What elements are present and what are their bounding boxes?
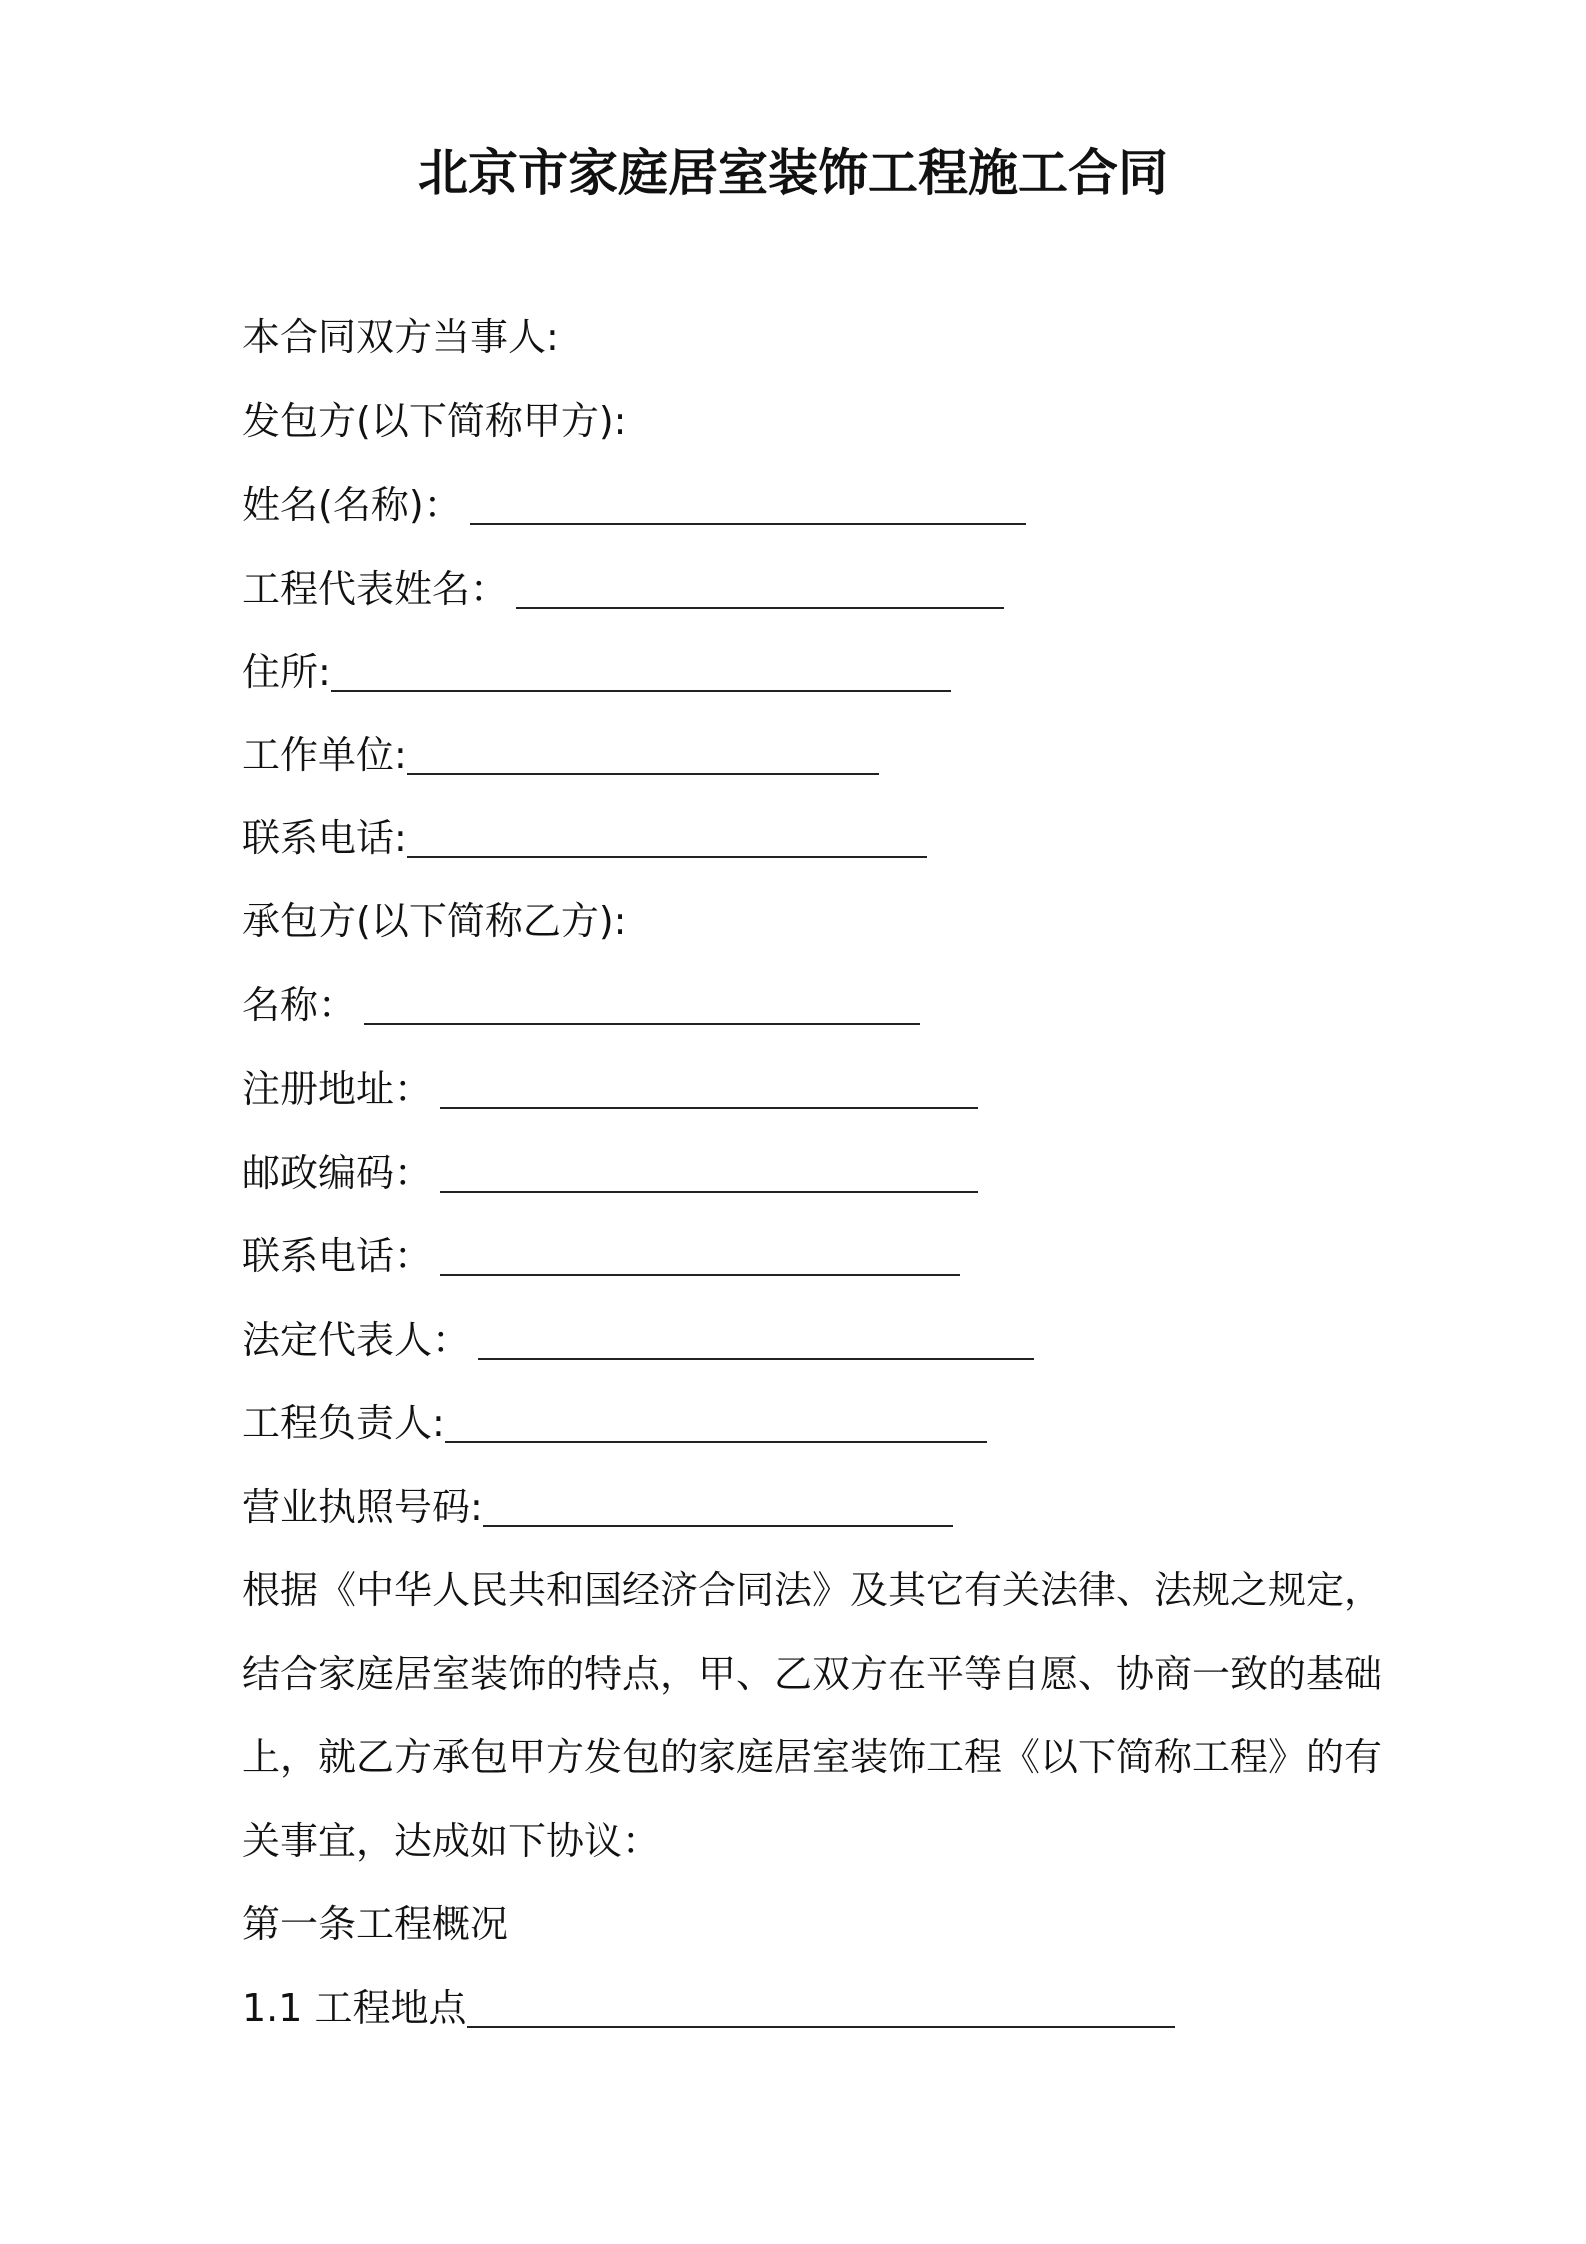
party-b-address-label: 注册地址： [242, 1067, 433, 1111]
party-a-name-label: 姓名(名称)： [242, 483, 462, 527]
party-b-postcode-row [242, 1149, 978, 1197]
party-a-rep-row [242, 565, 1004, 613]
party-b-phone-field[interactable] [440, 1274, 960, 1276]
preamble-line-2: 结合家庭居室装饰的特点，甲、乙双方在平等自愿、协商一致的基础 [242, 1652, 1383, 1696]
party-a-workplace-row [242, 731, 879, 779]
party-b-legal-rep-field[interactable] [478, 1358, 1034, 1360]
party-a-name-field[interactable] [470, 523, 1026, 525]
party-b-postcode-label: 邮政编码： [242, 1151, 433, 1195]
party-b-license-field[interactable] [483, 1525, 953, 1527]
section-heading: 第一条工程概况 [242, 1902, 509, 1946]
party-a-rep-label: 工程代表姓名： [242, 567, 509, 611]
party-b-license-label: 营业执照号码: [242, 1485, 483, 1529]
party-a-rep-field[interactable] [516, 607, 1004, 609]
party-b-legal-rep-label: 法定代表人： [242, 1318, 471, 1362]
party-a-heading: 发包方(以下简称甲方): [242, 399, 627, 443]
party-b-postcode-field[interactable] [440, 1191, 978, 1193]
party-a-address-field[interactable] [331, 690, 951, 692]
party-b-license-row [242, 1483, 953, 1531]
party-b-project-lead-field[interactable] [445, 1441, 987, 1443]
party-a-name-row [242, 481, 1026, 529]
party-b-address-field[interactable] [440, 1107, 978, 1109]
party-b-project-lead-row [242, 1399, 987, 1447]
party-a-workplace-label: 工作单位: [242, 733, 407, 777]
party-b-phone-label: 联系电话： [242, 1234, 433, 1278]
party-b-name-field[interactable] [364, 1023, 920, 1025]
page-title: 北京市家庭居室装饰工程施工合同 [418, 144, 1168, 202]
party-b-legal-rep-row [242, 1316, 1034, 1364]
preamble-line-4: 关事宜，达成如下协议： [242, 1819, 661, 1863]
item-1-1-field[interactable] [467, 2026, 1175, 2028]
party-a-address-label: 住所: [242, 650, 331, 694]
item-1-1-label: 1.1 工程地点 [242, 1986, 467, 2030]
party-b-name-label: 名称： [242, 983, 357, 1027]
party-b-name-row [242, 981, 920, 1029]
preamble-line-1: 根据《中华人民共和国经济合同法》及其它有关法律、法规之规定， [242, 1568, 1383, 1612]
item-1-1-row [242, 1984, 1175, 2032]
preamble-line-3: 上，就乙方承包甲方发包的家庭居室装饰工程《以下简称工程》的有 [242, 1735, 1383, 1779]
party-b-phone-row [242, 1232, 960, 1280]
party-a-phone-label: 联系电话: [242, 816, 407, 860]
party-a-workplace-field[interactable] [407, 773, 879, 775]
parties-intro: 本合同双方当事人: [242, 315, 559, 359]
party-a-phone-row [242, 814, 927, 862]
party-b-heading: 承包方(以下简称乙方): [242, 899, 627, 943]
party-a-address-row [242, 648, 951, 696]
party-b-project-lead-label: 工程负责人: [242, 1401, 445, 1445]
party-a-phone-field[interactable] [407, 856, 927, 858]
party-b-address-row [242, 1065, 978, 1113]
